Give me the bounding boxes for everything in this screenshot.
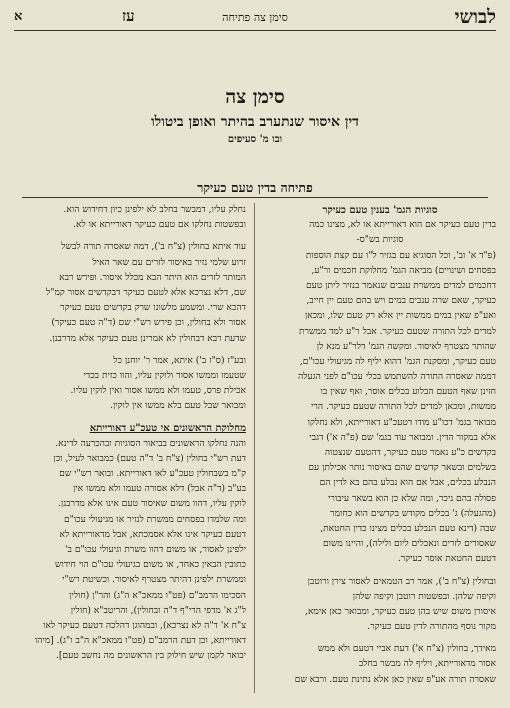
text-line: דממה שאסרה התורה להשתמש בכלי עכו"ם לפני הגעלה [298, 372, 496, 383]
opening-title: פתיחה בדין טעם כעיקר [197, 180, 313, 195]
text-line: שבה (דינא טעם הנבלע בכלים מצינו כדין החטאת, [320, 523, 496, 534]
running-header [14, 6, 496, 31]
text-line: בקדשים כ"ע נאמר טעם כעיקר, דהטעם שנצטוה [324, 448, 496, 458]
text-line: ובפשטות נחלקו אם טעם כעיקר דאורייתא או לא. [73, 220, 246, 231]
text-line: דעת רש"י בחולין (צ"ח ב' ד"ה טעם) כמבואר לעיל, וכן [53, 453, 246, 464]
text-line: למדים לכל התורה שטעם כעיקר. אבל ר"ע למד ממשרת [298, 326, 496, 337]
text-line: שהותר מצטרף לאיסור. ומקשה הגמ' דלר"ע מנא לן [316, 341, 496, 352]
text-line: שאסורים לזרים ונאכלים ליום ולילה), והיינו משום [322, 539, 496, 550]
page-number: עז [122, 7, 135, 25]
text-line: מבואר בגמ' דכו"ע מודו דטעכ"ע דאורייתא, ולא נחלקו [307, 417, 496, 428]
text-line: מקור נוסף מהתורה לדין טעם כעיקר. [367, 622, 496, 633]
subsection-heading: מחלוקת הראשונים אי טעכ"ע דאורייתא [89, 423, 246, 435]
text-line: בע"ב (ד"ה אבל) דלא אסורה טעמו ולא ממשו אין [72, 484, 246, 495]
text-line: (פ"ד א' וב', וכל הסוגיא עם בגזיר ל"ו עם קצת הוספות [305, 250, 496, 261]
text-line: והנה נחלקו הראשונים בביאור הסוגיות ובהכרעה לדינא. [55, 438, 246, 449]
text-line: איסורן משום שיש בהן טעם כעיקר, ומבואר כאן אימא, [305, 606, 496, 617]
text-line: שדעת רבא דבחולין לא אמרינן טעם כעיקר אלא מדרבנן. [49, 333, 246, 344]
text-line: זרוע שלמי נזיר באיסור לזרים עם שאר האיל [92, 257, 246, 268]
text-line: בשלמים ובשאר קדשים שהם באיסור נותר אכילתן עם [308, 463, 496, 474]
text-line: חזינן שאף הטעם הבלוע בכלים אוסר, ואף שאין בו [320, 387, 496, 398]
text-line: שטעמו וממשו אסור ולוקין עליו, והוו כזית בכדי [83, 370, 246, 381]
text-line: פסולה בהם ניכר, ומה שלא כן הוא בשאר עיבורי [327, 493, 496, 504]
title-rule [22, 197, 488, 198]
text-line: נחלק עליו, דמבשר בחלב לא ילפינן כיון דחידוש הוא. [63, 205, 246, 215]
paragraph-gap [264, 635, 496, 642]
text-line: וממשרת ילפינן דהיתר מצטרף לאיסור. וכשיטת רש"י [62, 575, 246, 586]
text-line: ואע"פ שאין במים ממשות יין אלא רק טעם שלו, ומכאן [304, 311, 496, 322]
column-divider [254, 203, 255, 693]
text-line: ובחולין (צ"ח ב'), אמר רב הטמאים לאסור צירן ורוטבן [307, 576, 496, 587]
text-line: סוגיות בש"ס- [356, 235, 404, 246]
book-title: לבושי [454, 6, 496, 28]
text-line: מאידך, בחולין (צ"ח א') דעת אביי דטעם ולא ממש [317, 644, 496, 655]
text-line: עוד איתא בחולין (צ"ח ב'), דמה שאסרה תורה לבשל [61, 242, 246, 253]
paragraph-gap [14, 414, 246, 421]
text-line: דטעם כעיקר אינו אלא אסמכתא, אבל מדאורייתא לא [59, 529, 246, 540]
text-line: ק"מ בשבחולין טעכ"ע לאו דאורייתא. ובואר רש"י שם [59, 469, 246, 479]
text-line: סוגיות הגמ' בענין טעם כעיקר [322, 205, 438, 216]
text-line: שאסרה תורה אע"פ שאין כאן אלא נתינת טעם. ורבא שם [294, 674, 496, 685]
paragraph-gap [14, 347, 246, 354]
text-line: (מהגעלה) ג' בכלים מקודש בקדשים הוא כחומר [330, 508, 496, 519]
text-line: דחכמים למדים ממשרת ענבים שנאמר בנזיר ליתן טעם [306, 280, 496, 291]
text-line: הסכימו הרמב"ם (פט"ו ממאכ"א ה"ג) והר"ן (חולין [69, 590, 246, 601]
text-line: לוקין עליו, דהוו משום שאיסור טעם אינו אלא מדרבנן. [58, 499, 246, 510]
siman-heading: סימן צה [225, 86, 285, 108]
text-line: ומבואר שבל טעם בלא ממשו אין לוקין. [110, 401, 246, 412]
text-line: טעם כעיקר, ומסקנת הגמ' דהוא יליף לה מגיעולי עכו"ם, [299, 356, 496, 367]
text-line: בפסחים ושינויים) מביאה הגמ' מחלוקת חכמים ור"ע, [311, 265, 496, 276]
text-line: דהכא שרי. ומשמע מלשונו שרק בקדשים טעם כעיקר [60, 303, 246, 314]
section-title: דין איסור שנתערב בהיתר ואופן ביטולו [151, 114, 359, 130]
text-line: המותר לזרים הוא היתר הבא מכלל איסור. ופירש רבא [59, 272, 246, 283]
text-line: בדין טעם כעיקר אם הוא דאורייתא או לא, מצינו כמה [309, 220, 496, 231]
text-line: וקיפה שלהן. ובפשטות רוטבן וקיפה שלהן [352, 591, 496, 602]
paragraph-gap [264, 568, 496, 575]
text-line: ומה שלמדו בפסחים ממשרת לנזיר או מגיעולי עכו"ם [63, 514, 246, 525]
text-line: ממשות, ומכאן למדים לכל התורה שטעם כעיקר. הרי [310, 402, 496, 413]
text-line: כתובין הבאין כאחד, או משום בגיעולי עכו"ם הוי חידוש [55, 560, 246, 571]
text-line: ובע"ז (ס"ז ב') איתא, אמר ר' יוחנן כל [113, 355, 246, 366]
sheet-letter: א [14, 9, 23, 24]
text-line: אכילת פרס, טעמו ולא ממשו אסור ואין לוקין עליו. [70, 386, 246, 397]
text-line: יבואר לקמן שיש חילוק בין הראשונים מה נחשב טעם]. [55, 651, 246, 662]
text-line: הנבלע בכלים, אבל אם הוא נבלע בהם בא לדין הם [319, 478, 496, 489]
section-count: ובו מ' סעיפים [227, 134, 283, 145]
right-column [264, 203, 496, 698]
text-line: אסור מדאורייתא, ויליף לה מבשר בחלב [358, 659, 496, 670]
left-column [14, 203, 246, 698]
text-line: שם, דלא נצרכא אלא לטעם כעיקר דבקדשים אסור קמ"ל [46, 287, 246, 298]
text-line: דאורייתא, וכן דעת הרמב"ם (פט"ו ממאכ"א ה"ב ו"ג). [מיהו [34, 636, 246, 647]
text-line: דטעם החטאת אוסר כעיקר. [397, 554, 496, 565]
text-line: אסור ולא בחולין, וכן פירש רש"י שם (ד"ה טעם כעיקר) [51, 318, 246, 329]
text-line: כעיקר, שאם שרה ענבים במים ויש בהם טעם יין חייב, [306, 296, 496, 307]
text-line: אלא במקור הדין. ומבואר עוד בגמ' שם (פ"ה א') דגבי [309, 432, 496, 443]
text-line: ילפינן לאסור, או משום דהוו משרת וגיעולי עכו"ם ב' [65, 544, 246, 555]
paragraph-gap [14, 233, 246, 240]
header-subtitle: סימן צה פתיחה [222, 11, 288, 24]
text-line: ל"ג א' מדפי הרי"ף ד"ה ובחולין), והריטב"א (חולין [70, 605, 246, 616]
text-line: צ"ח א' ד"ה לא נצרכא), ובמהוגן דהלכה דטעם כעיקר לאו [43, 620, 246, 631]
